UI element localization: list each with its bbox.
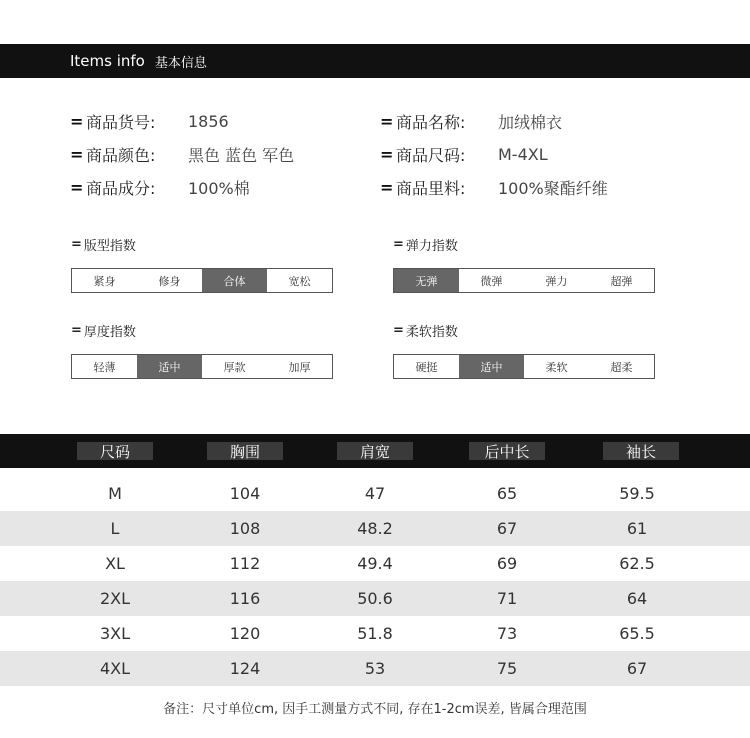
table-cell: 62.5 — [619, 554, 655, 573]
info-value: 1856 — [188, 112, 229, 131]
table-cell: 64 — [626, 589, 648, 608]
table-row — [0, 546, 750, 581]
section-title-en: Items info — [70, 52, 145, 70]
section-header — [0, 44, 750, 78]
eq-marker: = — [393, 236, 404, 252]
info-value: M-4XL — [498, 145, 548, 164]
table-cell: 65 — [496, 484, 518, 503]
info-item-size — [380, 143, 690, 166]
table-cell: 120 — [229, 624, 261, 643]
table-row — [0, 651, 750, 686]
table-row — [0, 511, 750, 546]
info-label: 商品成分: — [86, 179, 156, 198]
index-option: 微弹 — [480, 274, 503, 288]
index-option: 紧身 — [93, 274, 116, 288]
table-cell: 47 — [364, 484, 386, 503]
column-header: 肩宽 — [337, 442, 413, 460]
eq-marker: = — [70, 112, 84, 131]
table-cell: 4XL — [99, 659, 131, 678]
size-table-header — [0, 434, 750, 468]
index-title-label: 柔软指数 — [405, 324, 458, 340]
index-option: 修身 — [158, 274, 181, 288]
column-header: 袖长 — [603, 442, 679, 460]
table-row — [0, 476, 750, 511]
index-option: 硬挺 — [415, 360, 438, 374]
table-cell: 48.2 — [357, 519, 393, 538]
thickness-index — [71, 321, 333, 379]
info-value: 加绒棉衣 — [498, 113, 563, 132]
eq-marker: = — [70, 178, 84, 197]
eq-marker: = — [393, 322, 404, 338]
table-cell: 69 — [496, 554, 518, 573]
index-option: 适中 — [137, 355, 202, 378]
fit-index — [71, 235, 333, 293]
thickness-index-scale — [71, 354, 333, 379]
softness-index-scale — [393, 354, 655, 379]
thickness-index-title — [71, 321, 333, 339]
eq-marker: = — [71, 322, 82, 338]
info-item-name — [380, 110, 690, 133]
table-cell: 53 — [364, 659, 386, 678]
index-option: 超弹 — [610, 274, 633, 288]
info-label: 商品颜色: — [86, 146, 156, 165]
table-cell: 112 — [229, 554, 261, 573]
elastic-index — [393, 235, 655, 293]
info-value: 黑色 蓝色 军色 — [188, 146, 295, 165]
table-cell: 49.4 — [357, 554, 393, 573]
index-option: 加厚 — [288, 360, 311, 374]
info-label: 商品尺码: — [396, 146, 466, 165]
fit-index-scale — [71, 268, 333, 293]
table-cell: 108 — [229, 519, 261, 538]
table-row — [0, 616, 750, 651]
index-option: 弹力 — [545, 274, 568, 288]
table-cell: XL — [105, 554, 125, 573]
index-option: 轻薄 — [93, 360, 116, 374]
index-option: 柔软 — [545, 360, 568, 374]
info-row — [70, 105, 690, 138]
info-label: 商品名称: — [396, 113, 466, 132]
table-cell: 116 — [229, 589, 261, 608]
index-option: 宽松 — [288, 274, 311, 288]
table-cell: 104 — [229, 484, 261, 503]
product-info-grid — [70, 105, 690, 204]
index-option: 适中 — [459, 355, 524, 378]
elastic-index-scale — [393, 268, 655, 293]
table-cell: L — [110, 519, 120, 538]
info-row — [70, 138, 690, 171]
table-cell: 73 — [496, 624, 518, 643]
table-cell: 3XL — [99, 624, 131, 643]
index-option: 无弹 — [394, 269, 459, 292]
measurement-note: 备注：尺寸单位cm, 因手工测量方式不同, 存在1-2cm误差, 皆属合理范围 — [163, 702, 587, 717]
info-item-sku — [70, 110, 380, 133]
table-cell: 67 — [626, 659, 648, 678]
elastic-index-title — [393, 235, 655, 253]
table-cell: 61 — [626, 519, 648, 538]
info-label: 商品里料: — [396, 179, 466, 198]
index-option: 合体 — [202, 269, 267, 292]
table-cell: 71 — [496, 589, 518, 608]
softness-index-title — [393, 321, 655, 339]
table-cell: 51.8 — [357, 624, 393, 643]
index-option: 超柔 — [610, 360, 633, 374]
table-cell: M — [108, 484, 122, 503]
info-value: 100%聚酯纤维 — [498, 179, 608, 198]
index-title-label: 弹力指数 — [405, 238, 458, 254]
table-cell: 75 — [496, 659, 518, 678]
column-header: 胸围 — [207, 442, 283, 460]
info-row — [70, 171, 690, 204]
info-item-color — [70, 143, 380, 166]
info-value: 100%棉 — [188, 179, 250, 198]
column-header: 后中长 — [469, 442, 545, 460]
index-option: 厚款 — [223, 360, 246, 374]
eq-marker: = — [70, 145, 84, 164]
table-cell: 2XL — [99, 589, 131, 608]
eq-marker: = — [380, 145, 394, 164]
index-title-label: 厚度指数 — [83, 324, 136, 340]
table-row — [0, 581, 750, 616]
eq-marker: = — [380, 112, 394, 131]
info-label: 商品货号: — [86, 113, 156, 132]
table-cell: 59.5 — [619, 484, 655, 503]
softness-index — [393, 321, 655, 379]
info-item-lining — [380, 176, 690, 199]
table-cell: 65.5 — [619, 624, 655, 643]
table-cell: 124 — [229, 659, 261, 678]
eq-marker: = — [380, 178, 394, 197]
index-title-label: 版型指数 — [83, 238, 136, 254]
table-cell: 67 — [496, 519, 518, 538]
table-cell: 50.6 — [357, 589, 393, 608]
fit-index-title — [71, 235, 333, 253]
column-header: 尺码 — [77, 442, 153, 460]
eq-marker: = — [71, 236, 82, 252]
section-title-cn: 基本信息 — [154, 55, 207, 71]
info-item-material — [70, 176, 380, 199]
